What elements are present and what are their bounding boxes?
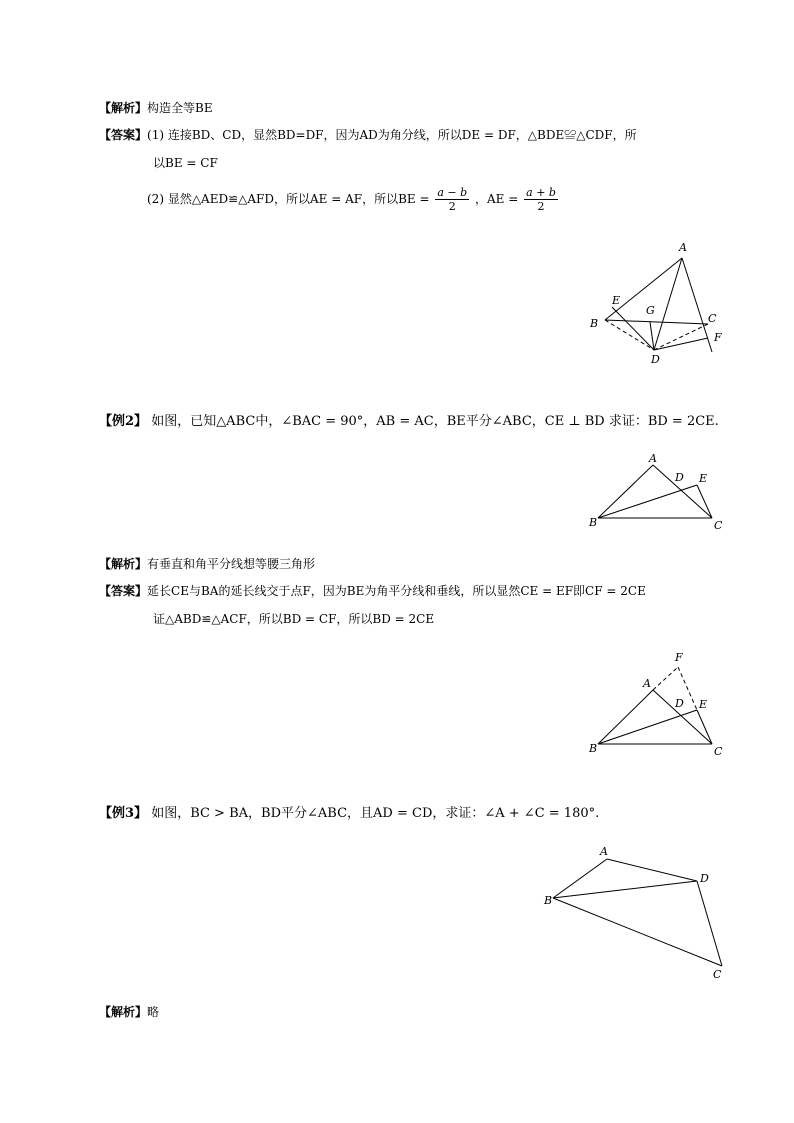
figure-4-diagram <box>538 838 730 984</box>
fraction-be-numerator: a − b <box>437 186 468 199</box>
answer-part-2 <box>147 185 560 213</box>
answer-2-line-1 <box>99 583 646 599</box>
fig2-segment-EC <box>697 485 712 518</box>
fig1-segment-AD <box>654 258 682 350</box>
fig1-label-D: D <box>651 353 660 366</box>
example-2-line <box>99 414 719 430</box>
fig1-label-A: A <box>679 241 687 254</box>
example-2-text: 如图，已知△ABC中，∠BAC = 90°，AB = AC，BE平分∠ABC，CE ⊥ BD 求证：BD = 2CE. <box>151 414 719 429</box>
fig3-label-F: F <box>675 651 683 664</box>
figure-2-diagram <box>582 448 732 534</box>
example-2-tag: 【例2】 <box>99 414 148 429</box>
fig3-segment-BE <box>598 710 697 744</box>
analysis-text: 构造全等BE <box>147 101 213 115</box>
fig1-segment-CD-dashed <box>654 324 708 350</box>
fig2-label-E: E <box>699 472 708 485</box>
figure-3-diagram <box>582 648 732 760</box>
answer-text-1: (1) 连接BD、CD，显然BD=DF，因为AD为角分线，所以DE = DF，△BDE≌△CDF，所 <box>147 128 637 142</box>
fig1-label-G: G <box>646 304 655 317</box>
fig1-segment-DF <box>654 338 708 350</box>
figure-1-diagram <box>580 238 740 370</box>
fig1-label-B: B <box>590 317 599 330</box>
fig4-segment-DC <box>697 881 722 966</box>
analysis-2-text: 有垂直和角平分线想等腰三角形 <box>147 557 316 571</box>
fig1-segment-AB <box>605 258 682 320</box>
fig2-label-D: D <box>675 471 684 484</box>
fig3-label-A: A <box>643 677 651 690</box>
analysis-3-line <box>99 1004 159 1020</box>
example-3-line <box>99 806 599 822</box>
analysis-2-line <box>99 556 315 572</box>
fig2-segment-BA <box>598 465 653 518</box>
fig2-label-B: B <box>589 516 598 529</box>
fig4-segment-AD <box>607 859 697 881</box>
analysis-tag: 【解析】 <box>99 101 148 115</box>
fig4-label-D: D <box>700 872 709 885</box>
answer-text-2: 以BE = CF <box>153 156 218 170</box>
fig4-label-C: C <box>713 968 722 981</box>
answer-2-text-1: 延长CE与BA的延长线交于点F，因为BE为角平分线和垂线，所以显然CE = EF即CF = 2CE <box>147 584 646 598</box>
fraction-be-denominator: 2 <box>448 200 456 213</box>
example-3-text: 如图，BC > BA，BD平分∠ABC，且AD = CD，求证：∠A + ∠C = 180°. <box>151 806 600 821</box>
fig3-segment-BA <box>598 690 653 744</box>
fraction-be <box>435 186 469 213</box>
fig2-label-A: A <box>649 452 657 465</box>
fig3-segment-AF-dashed <box>653 667 678 690</box>
fig3-label-C: C <box>714 745 723 758</box>
fig3-label-B: B <box>589 742 598 755</box>
fraction-ae-denominator: 2 <box>537 200 545 213</box>
answer-2-tag: 【答案】 <box>99 584 148 598</box>
fig2-label-C: C <box>714 519 723 532</box>
fig1-segment-BC <box>605 320 708 324</box>
fraction-ae-numerator: a + b <box>526 186 556 199</box>
answer-2-line-2 <box>153 611 434 627</box>
fig4-label-A: A <box>600 845 608 858</box>
answer-tag: 【答案】 <box>99 128 148 142</box>
fig1-segment-GD <box>650 322 654 350</box>
analysis-3-tag: 【解析】 <box>99 1005 148 1019</box>
fig1-label-C: C <box>708 312 717 325</box>
answer-2-text-2: 证△ABD≌△ACF，所以BD = CF，所以BD = 2CE <box>153 612 435 626</box>
part2-text-a: (2) 显然△AED≌△AFD，所以AE = AF，所以BE = <box>147 192 430 206</box>
example-3-tag: 【例3】 <box>99 806 148 821</box>
fig3-segment-EC <box>697 710 712 744</box>
fig1-label-F: F <box>714 331 722 344</box>
fig4-segment-BC <box>553 898 722 966</box>
fig4-segment-BD <box>553 881 697 898</box>
analysis-3-text: 略 <box>147 1005 160 1019</box>
fig2-segment-BE <box>598 485 697 518</box>
fig3-label-E: E <box>699 698 708 711</box>
fig1-label-E: E <box>612 294 621 307</box>
answer-line-1 <box>99 127 637 143</box>
fig3-label-D: D <box>675 697 684 710</box>
answer-line-2 <box>153 155 218 171</box>
fraction-ae <box>524 186 558 213</box>
fig4-label-B: B <box>544 894 553 907</box>
analysis-line <box>99 100 213 116</box>
part2-text-b: ，AE = <box>475 192 519 206</box>
analysis-2-tag: 【解析】 <box>99 557 148 571</box>
